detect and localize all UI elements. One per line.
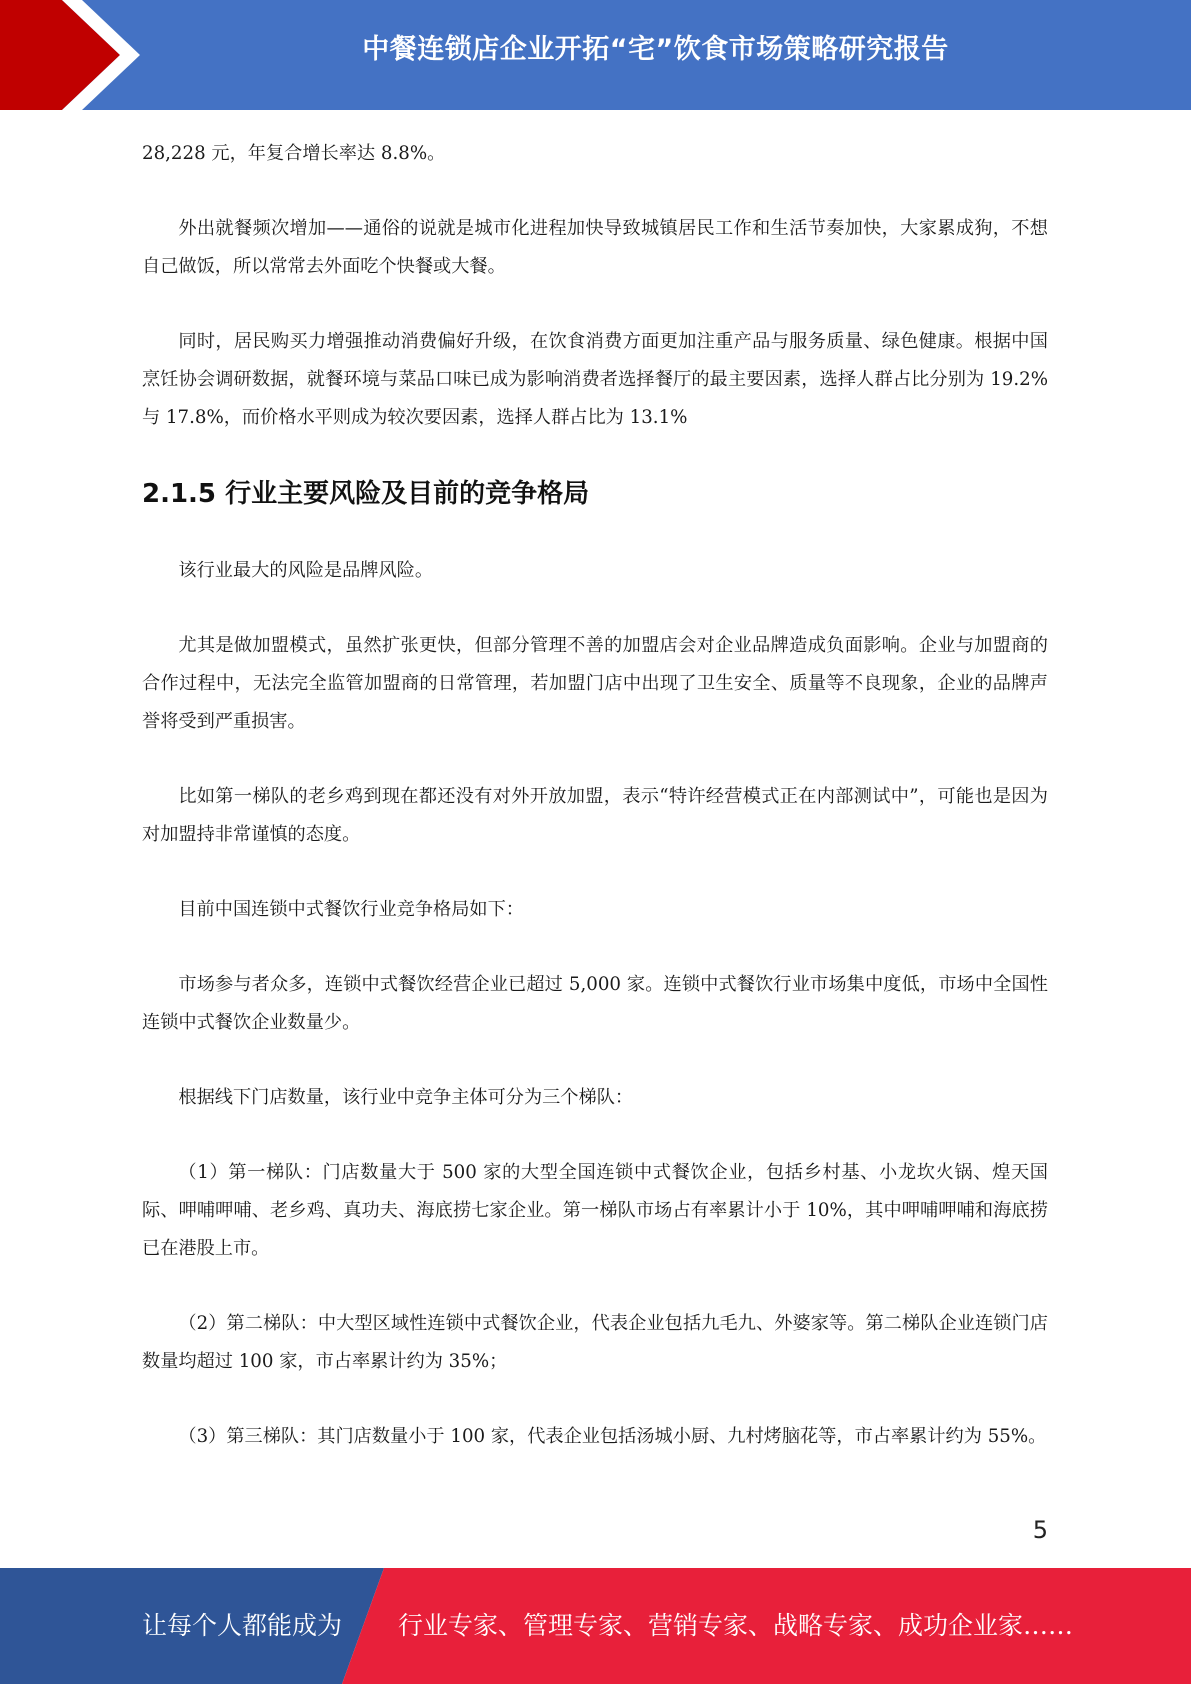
header-title: 中餐连锁店企业开拓“宅”饮食市场策略研究报告 xyxy=(362,34,949,65)
document-body xyxy=(142,135,1048,1493)
footer-slogan-left: 让每个人都能成为 xyxy=(142,1611,343,1640)
footer-slogan-right: 行业专家、管理专家、营销专家、战略专家、成功企业家…… xyxy=(398,1611,1074,1640)
paragraph-tier-2: （2）第二梯队：中大型区域性连锁中式餐饮企业，代表企业包括九毛九、外婆家等。第二梯队企业连锁门店数量均超过 100 家，市占率累计约为 35%； xyxy=(142,1313,1048,1372)
paragraph-laoxiangji-example: 比如第一梯队的老乡鸡到现在都还没有对外开放加盟，表示“特许经营模式正在内部测试中”，可能也是因为对加盟持非常谨慎的态度。 xyxy=(142,786,1048,845)
section-heading: 2.1.5 行业主要风险及目前的竞争格局 xyxy=(142,479,590,509)
page-number: 5 xyxy=(1032,1516,1048,1544)
paragraph-market-participants: 市场参与者众多，连锁中式餐饮经营企业已超过 5,000 家。连锁中式餐饮行业市场集中度低，市场中全国性连锁中式餐饮企业数量少。 xyxy=(142,974,1048,1033)
paragraph-tier-3: （3）第三梯队：其门店数量小于 100 家，代表企业包括汤城小厨、九村烤脑花等，市占率累计约为 55%。 xyxy=(178,1426,1047,1447)
page-header xyxy=(0,0,1191,110)
header-arrow-decoration xyxy=(0,0,160,110)
paragraph-consumer-preference: 同时，居民购买力增强推动消费偏好升级，在饮食消费方面更加注重产品与服务质量、绿色健康。根据中国烹饪协会调研数据，就餐环境与菜品口味已成为影响消费者选择餐厅的最主要因素，选择人群占比分别为 19.2%与 17.8%，而价格水平则成为较次要因素，选择人群占比为 13.1% xyxy=(142,331,1048,428)
paragraph-franchise-risk: 尤其是做加盟模式，虽然扩张更快，但部分管理不善的加盟店会对企业品牌造成负面影响。企业与加盟商的合作过程中，无法完全监管加盟商的日常管理，若加盟门店中出现了卫生安全、质量等不良现象，企业的品牌声誉将受到严重损害。 xyxy=(142,635,1048,732)
paragraph-tier-intro: 根据线下门店数量，该行业中竞争主体可分为三个梯队： xyxy=(178,1087,634,1108)
paragraph-brand-risk: 该行业最大的风险是品牌风险。 xyxy=(178,560,434,581)
page-footer xyxy=(0,1568,1191,1684)
paragraph-income-growth: 28,228 元，年复合增长率达 8.8%。 xyxy=(142,143,446,164)
paragraph-tier-1: （1）第一梯队：门店数量大于 500 家的大型全国连锁中式餐饮企业，包括乡村基、小龙坎火锅、煌天国际、呷哺呷哺、老乡鸡、真功夫、海底捞七家企业。第一梯队市场占有率累计小于 10%，其中呷哺呷哺和海底捞已在港股上市。 xyxy=(142,1162,1048,1259)
paragraph-competition-intro: 目前中国连锁中式餐饮行业竞争格局如下： xyxy=(178,899,524,920)
paragraph-dining-frequency: 外出就餐频次增加——通俗的说就是城市化进程加快导致城镇居民工作和生活节奏加快，大家累成狗，不想自己做饭，所以常常去外面吃个快餐或大餐。 xyxy=(142,218,1048,277)
